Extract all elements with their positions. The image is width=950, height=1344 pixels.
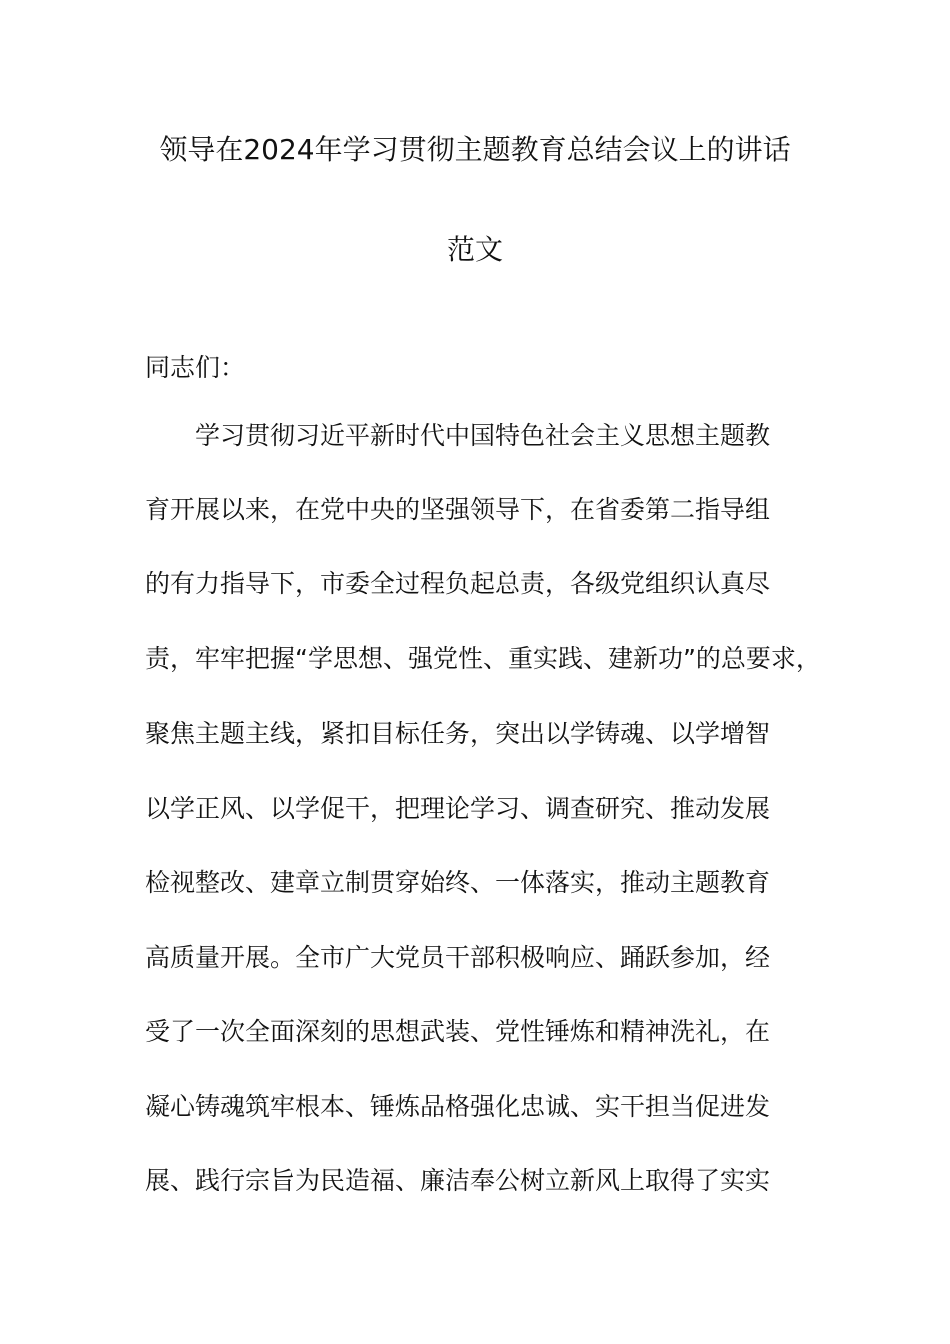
document-title-line-2: 范文	[446, 233, 503, 266]
body-line-2: 育开展以来，在党中央的坚强领导下，在省委第二指导组	[145, 495, 771, 524]
body-line-10: 凝心铸魂筑牢根本、锤炼品格强化忠诚、实干担当促进发	[145, 1092, 771, 1121]
salutation: 同志们：	[145, 353, 246, 382]
body-line-5: 聚焦主题主线，紧扣目标任务，突出以学铸魂、以学增智	[145, 719, 771, 748]
body-line-3: 的有力指导下，市委全过程负起总责，各级党组织认真尽	[145, 569, 771, 598]
body-line-1: 学习贯彻习近平新时代中国特色社会主义思想主题教	[145, 421, 771, 450]
document-title-line-1: 领导在2024年学习贯彻主题教育总结会议上的讲话	[159, 133, 791, 166]
body-line-8: 高质量开展。全市广大党员干部积极响应、踊跃参加，经	[145, 943, 771, 972]
body-line-7: 检视整改、建章立制贯穿始终、一体落实，推动主题教育	[145, 868, 771, 897]
body-line-4: 责，牢牢把握“学思想、强党性、重实践、建新功”的总要求，	[145, 644, 821, 673]
body-line-6: 以学正风、以学促干，把理论学习、调查研究、推动发展	[145, 794, 771, 823]
body-line-11: 展、践行宗旨为民造福、廉洁奉公树立新风上取得了实实	[145, 1166, 771, 1195]
body-line-9: 受了一次全面深刻的思想武装、党性锤炼和精神洗礼，在	[145, 1017, 771, 1046]
